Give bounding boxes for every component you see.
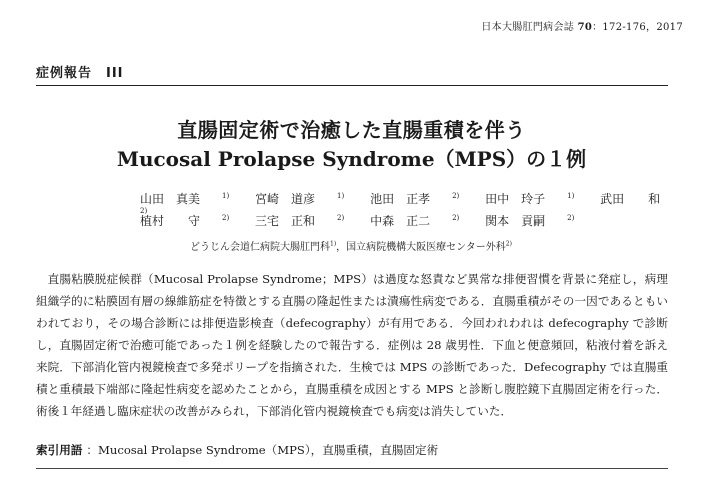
author-name: 植村 守 [140,214,201,228]
journal-citation [481,18,683,33]
affiliation-mark-1: 1) [330,240,337,248]
authors-row-2 [140,212,596,229]
author-name: 山田 真美 [140,192,201,206]
author [485,192,574,206]
journal-volume: 70 [577,22,593,33]
author-affil-mark: 2) [337,214,345,222]
keywords [36,442,668,458]
keywords-label: 索引用語 [36,443,83,457]
affiliations [190,238,512,253]
author-name: 武田 和 [600,192,661,206]
journal-pages: ：172-176，2017 [592,22,683,33]
header-divider [36,85,668,86]
author [140,214,229,228]
journal-name: 日本大腸肛門病会誌 [481,22,575,33]
author-affil-mark: 1) [337,192,345,200]
author-name: 三宅 正和 [255,214,316,228]
author [140,192,229,206]
article-category: 症例報告 III [36,66,124,81]
author [255,192,344,206]
author-affil-mark: 2) [452,192,460,200]
affiliation-1: どうじん会道仁病院大腸肛門科 [190,242,330,253]
author-name: 宮崎 道彦 [255,192,316,206]
abstract: 直腸粘膜脱症候群（Mucosal Prolapse Syndrome；MPS）は過度な怒責など異常な排便習慣を背景に発症し，病理組織学的に粘膜固有層の線維筋症を特徴とする直腸の隆起性または潰瘍性病変である．直腸重積がその一因であるともいわれており，その場合診断には排便造影検査（defecography）が有用である．今回われわれは defecography で診断し，直腸固定術で治癒可能であった１例を経験したので報告する．症例は 28 歳男性．下血と便意頻回，粘液付着を訴え来院．下部消化管内視鏡検査で多発ポリープを指摘された．生検では MPS の診断であった．Defecography では直腸重積と重積最下端部に隆起性病変を認めたことから，直腸重積を成因とする MPS と診断し腹腔鏡下直腸固定術を行った．術後１年経過し臨床症状の改善がみられ，下部消化管内視鏡検査でも病変は消失していた． [36,272,668,418]
keywords-text: ：Mucosal Prolapse Syndrome（MPS），直腸重積，直腸固定術 [86,443,439,457]
author [370,192,459,206]
title-line-2: Mucosal Prolapse Syndrome（MPS）の１例 [116,147,587,171]
affiliation-2: 国立病院機構大阪医療センター外科 [346,242,506,253]
author-affil-mark: 1) [222,192,230,200]
author [255,214,344,228]
title-line-1: 直腸固定術で治癒した直腸重積を伴う [177,118,526,142]
affiliation-separator: ， [336,242,347,253]
author-name: 池田 正孝 [370,192,431,206]
author-affil-mark: 1) [567,192,575,200]
affiliation-mark-2: 2) [505,240,512,248]
author-affil-mark: 2) [222,214,230,222]
author-affil-mark: 2) [567,214,575,222]
footer-divider [36,468,668,469]
author-affil-mark: 2) [140,207,148,215]
author-name: 関本 貢嗣 [485,214,546,228]
author [370,214,459,228]
author-affil-mark: 2) [452,214,460,222]
author [485,214,574,228]
author-name: 中森 正二 [370,214,431,228]
author-name: 田中 玲子 [485,192,546,206]
